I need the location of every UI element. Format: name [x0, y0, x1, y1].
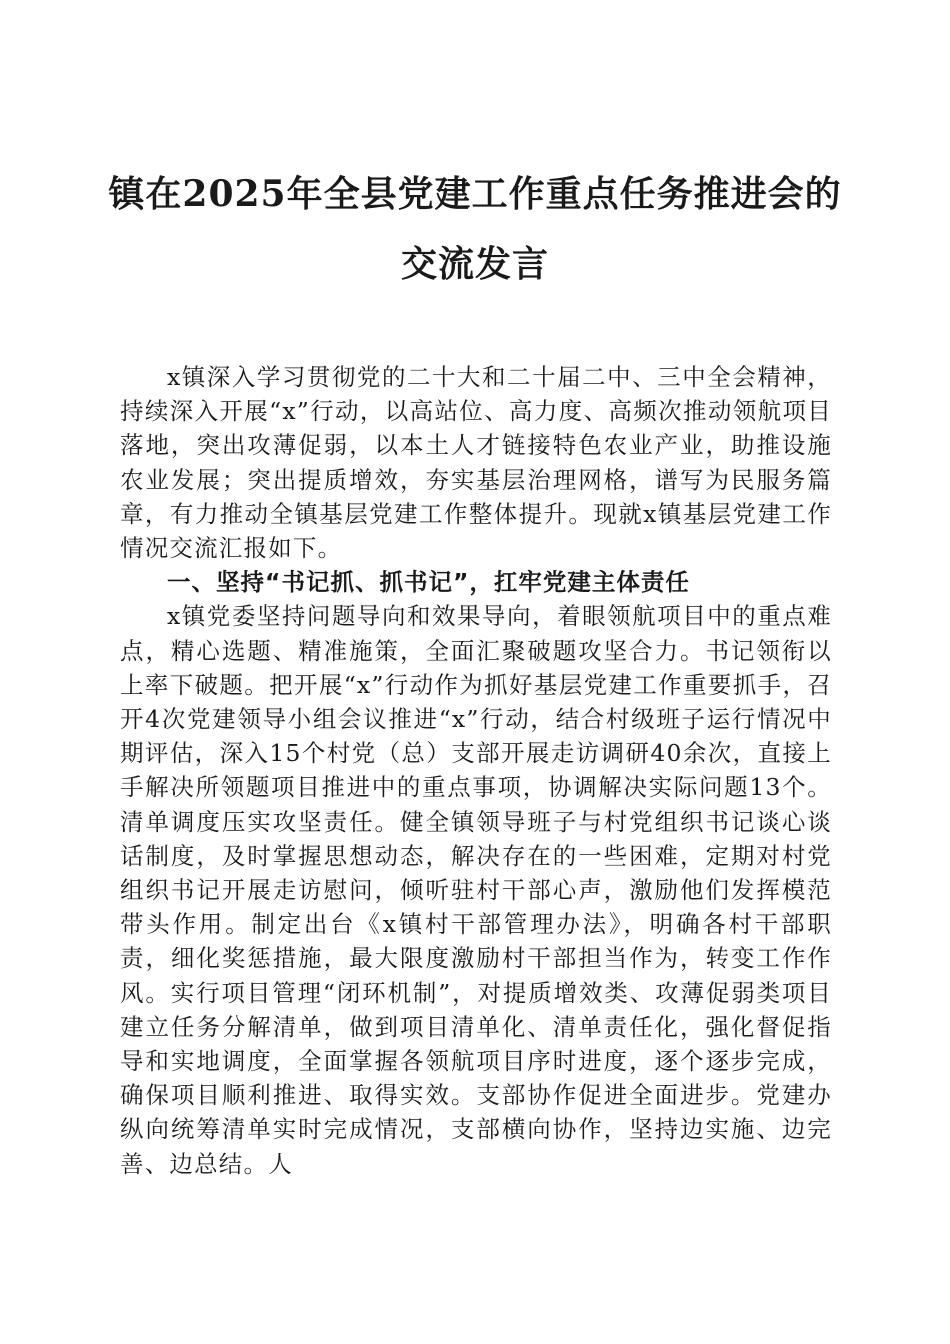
document-body — [120, 360, 832, 1181]
section-1-paragraph: x镇党委坚持问题导向和效果导向，着眼领航项目中的重点难点，精心选题、精准施策，全面汇聚破题攻坚合力。书记领衔以上率下破题。把开展“x”行动作为抓好基层党建工作重要抓手，召开4次党建领导小组会议推进“x”行动，结合村级班子运行情况中期评估，深入15个村党（总）支部开展走访调研40余次，直接上手解决所领题项目推进中的重点事项，协调解决实际问题13个。清单调度压实攻坚责任。健全镇领导班子与村党组织书记谈心谈话制度，及时掌握思想动态，解决存在的一些困难，定期对村党组织书记开展走访慰问，倾听驻村干部心声，激励他们发挥模范带头作用。制定出台《x镇村干部管理办法》，明确各村干部职责，细化奖惩措施，最大限度激励村干部担当作为，转变工作作风。实行项目管理“闭环机制”，对提质增效类、攻薄促弱类项目建立任务分解清单，做到项目清单化、清单责任化，强化督促指导和实地调度，全面掌握各领航项目序时进度，逐个逐步完成，确保项目顺利推进、取得实效。支部协作促进全面进步。党建办纵向统筹清单实时完成情况，支部横向协作，坚持边实施、边完善、边总结。人 — [120, 602, 832, 1178]
intro-paragraph: x镇深入学习贯彻党的二十大和二十届二中、三中全会精神，持续深入开展“x”行动，以高站位、高力度、高频次推动领航项目落地，突出攻薄促弱，以本土人才链接特色农业产业，助推设施农业发展；突出提质增效，夯实基层治理网格，谱写为民服务篇章，有力推动全镇基层党建工作整体提升。现就x镇基层党建工作情况交流汇报如下。 — [120, 363, 832, 563]
section-heading-1: 一、坚持“书记抓、抓书记”，扛牢党建主体责任 — [167, 568, 690, 597]
document-title-line-1: 镇在2025年全县党建工作重点任务推进会的 — [108, 173, 842, 215]
document-title-line-2: 交流发言 — [400, 243, 549, 285]
